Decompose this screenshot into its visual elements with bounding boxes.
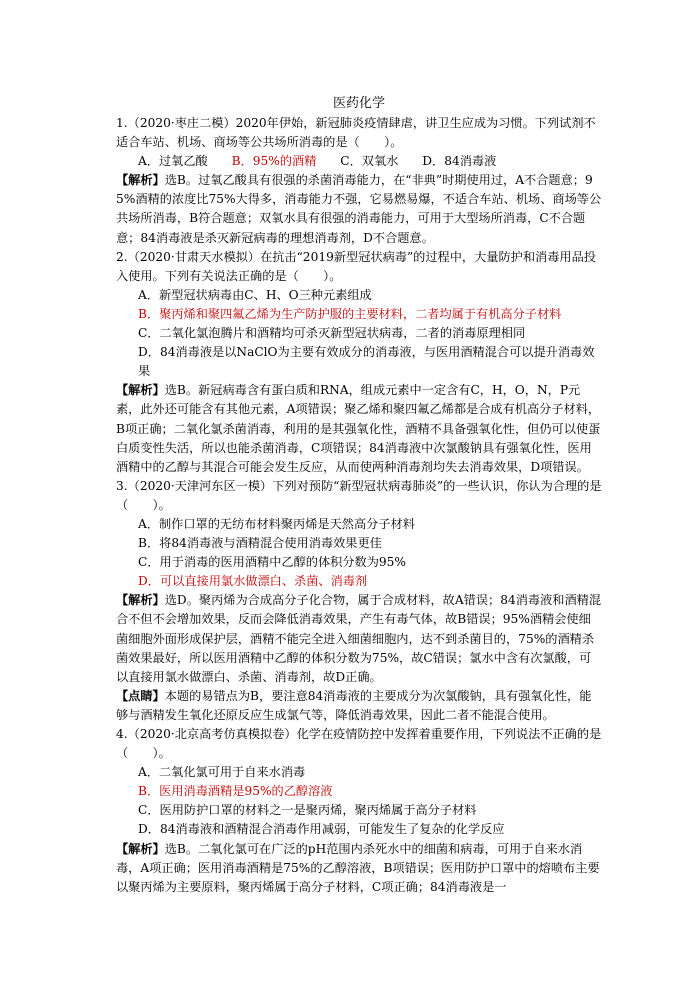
question-4-stem: 4.（2020·北京高考仿真模拟卷）化学在疫情防控中发挥着重要作用，下列说法不正确的是（ ）。 — [116, 727, 602, 761]
q2-option-a: A．新型冠状病毒由C、H、O三种元素组成 — [138, 287, 372, 302]
analysis-text: 选B。二氧化氯可在广泛的pH范围内杀死水中的细菌和病毒，可用于自来水消毒，A项正确；医用消毒酒精是75%的乙醇溶液，B项错误；医用防护口罩中的熔喷布主要以聚丙烯为主要原料，聚丙烯属于高分子材料，C项正确；84消毒液是一 — [116, 841, 600, 894]
question-1-stem: 1.（2020·枣庄二模）2020年伊始，新冠肺炎疫情肆虐，讲卫生应成为习惯。下列试剂不适合车站、机场、商场等公共场所消毒的是（ ）。 — [116, 116, 596, 150]
q3-option-b: B．将84消毒液与酒精混合使用消毒效果更佳 — [138, 536, 382, 551]
question-3-analysis — [116, 591, 602, 686]
question-1-options — [116, 152, 602, 171]
question-3-tip — [116, 687, 602, 725]
q4-option-a: A．二氧化氯可用于自来水消毒 — [138, 765, 306, 780]
analysis-text: 选B。新冠病毒含有蛋白质和RNA，组成元素中一定含有C，H，O，N，P元素，此外还可能含有其他元素，A项错误；聚乙烯和聚四氟乙烯都是合成有机高分子材料，B项正确；二氧化氯杀菌消毒，利用的是其强氧化性，酒精不具备强氧化性，但仍可以使蛋白质变性失活，所以也能杀菌消毒，C项错误；84消毒液中次氯酸钠具有强氧化性，医用酒精中的乙醇与其混合可能会发生反应，从而使两种消毒剂均失去消毒效果，D项错误。 — [116, 383, 601, 474]
tip-text: 本题的易错点为B，要注意84消毒液的主要成分为次氯酸钠，具有强氧化性，能够与酒精发生氧化还原反应生成氯气等，降低消毒效果，因此二者不能混合使用。 — [116, 688, 592, 722]
q3-option-d: D．可以直接用氯水做漂白、杀菌、消毒剂 — [138, 574, 368, 589]
q1-option-a: A．过氧乙酸 — [138, 154, 208, 169]
q4-option-b: B．医用消毒酒精是95%的乙醇溶液 — [138, 784, 333, 799]
q4-option-c: C．医用防护口罩的材料之一是聚丙烯，聚丙烯属于高分子材料 — [138, 803, 477, 818]
analysis-tag: 【解析】 — [116, 173, 165, 188]
question-1-analysis — [116, 171, 602, 247]
question-3-stem: 3.（2020·天津河东区一模）下列对预防“新型冠状病毒肺炎”的一些认识，你认为合理的是（ ）。 — [116, 478, 602, 512]
page-title: 医药化学 — [332, 96, 385, 111]
q1-option-b: B．95%的酒精 — [231, 154, 317, 169]
q1-option-d: D．84消毒液 — [422, 154, 497, 169]
document-page — [116, 94, 602, 897]
analysis-text: 选B。过氧乙酸具有很强的杀菌消毒能力，在“非典”时期使用过，A不合题意；95%酒精的浓度比75%大得多，消毒能力不强，它易燃易爆，不适合车站、机场、商场等公共场所消毒，B符合题意；双氧水具有很强的消毒能力，可用于大型场所消毒，C不合题意；84消毒液是杀灭新冠病毒的理想消毒剂，D不合题意。 — [116, 173, 602, 245]
q2-option-c: C．二氧化氯泡腾片和酒精均可杀灭新型冠状病毒，二者的消毒原理相同 — [138, 326, 526, 341]
q2-option-b: B．聚丙烯和聚四氟乙烯为生产防护服的主要材料，二者均属于有机高分子材料 — [138, 306, 562, 321]
analysis-text: 选D。聚丙烯为合成高分子化合物，属于合成材料，故A错误；84消毒液和酒精混合不但不会增加效果，反而会降低消毒效果，产生有毒气体，故B错误；95%酒精会使细菌细胞外面形成保护层，酒精不能完全进入细菌细胞内，达不到杀菌目的，75%的酒精杀菌效果最好，所以医用酒精中乙醇的体积分数为75%，故C错误；氯水中含有次氯酸，可以直接用氯水做漂白、杀菌、消毒剂，故D正确。 — [116, 593, 602, 684]
question-2-analysis — [116, 381, 602, 476]
q3-option-a: A．制作口罩的无纺布材料聚丙烯是天然高分子材料 — [138, 516, 415, 531]
analysis-tag: 【解析】 — [116, 841, 165, 856]
question-2-stem: 2.（2020·甘肃天水模拟）在抗击“2019新型冠状病毒”的过程中，大量防护和消毒用品投入使用。下列有关说法正确的是（ ）。 — [116, 249, 596, 283]
tip-tag: 【点睛】 — [116, 688, 165, 703]
q2-option-d: D．84消毒液是以NaClO为主要有效成分的消毒液，与医用酒精混合可以提升消毒效果 — [138, 345, 595, 379]
question-4-analysis — [116, 840, 602, 897]
analysis-tag: 【解析】 — [116, 593, 165, 608]
q4-option-d: D．84消毒液和酒精混合消毒作用减弱，可能发生了复杂的化学反应 — [138, 822, 505, 837]
analysis-tag: 【解析】 — [116, 383, 165, 398]
q3-option-c: C．用于消毒的医用酒精中乙醇的体积分数为95% — [138, 555, 406, 570]
q1-option-c: C．双氧水 — [340, 154, 399, 169]
